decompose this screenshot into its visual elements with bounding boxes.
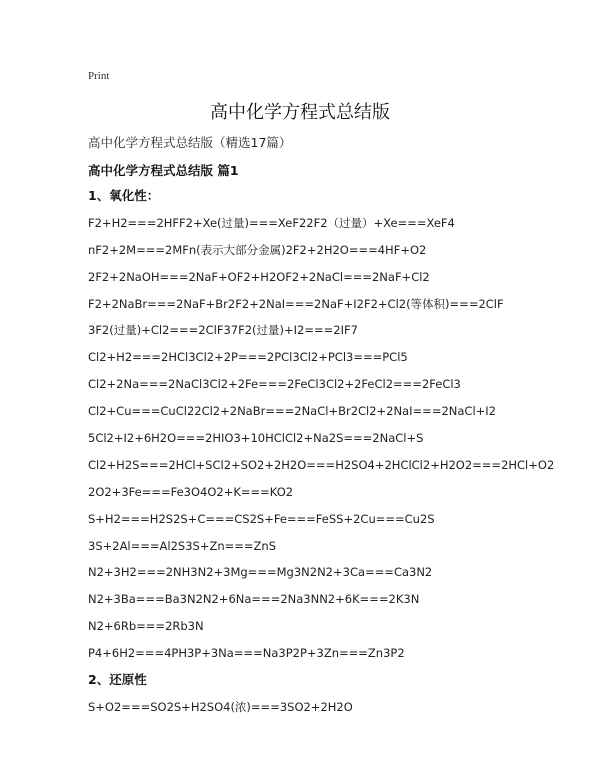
section-heading: 高中化学方程式总结版 篇1 bbox=[88, 163, 239, 178]
subsection-heading: 2、还原性 bbox=[88, 672, 147, 688]
equation-line: 3S+2Al===Al2S3S+Zn===ZnS bbox=[88, 538, 277, 553]
equation-line: Cl2+Cu===CuCl22Cl2+2NaBr===2NaCl+Br2Cl2+2NaI===2NaCl+I2 bbox=[88, 404, 496, 419]
equation-line: S+H2===H2S2S+C===CS2S+Fe===FeSS+2Cu===Cu2S bbox=[88, 511, 435, 526]
equation-line: Cl2+2Na===2NaCl3Cl2+2Fe===2FeCl3Cl2+2FeCl2===2FeCl3 bbox=[88, 377, 461, 392]
equation-line: N2+6Rb===2Rb3N bbox=[88, 619, 204, 634]
print-label: Print bbox=[88, 70, 110, 82]
equation-line: Cl2+H2S===2HCl+SCl2+SO2+2H2O===H2SO4+2HClCl2+H2O2===2HCl+O2 bbox=[88, 457, 555, 472]
equation-line: F2+H2===2HFF2+Xe(过量)===XeF22F2（过量）+Xe===XeF4 bbox=[88, 215, 455, 230]
equation-line: 2F2+2NaOH===2NaF+OF2+H2OF2+2NaCl===2NaF+Cl2 bbox=[88, 269, 430, 284]
equation-line: Cl2+H2===2HCl3Cl2+2P===2PCl3Cl2+PCl3===PCl5 bbox=[88, 350, 408, 365]
equation-line: N2+3H2===2NH3N2+3Mg===Mg3N2N2+3Ca===Ca3N2 bbox=[88, 565, 433, 580]
equation-list bbox=[88, 186, 588, 724]
equation-line: 5Cl2+I2+6H2O===2HIO3+10HClCl2+Na2S===2NaCl+S bbox=[88, 431, 424, 446]
equation-line: F2+2NaBr===2NaF+Br2F2+2NaI===2NaF+I2F2+Cl2(等体积)===2ClF bbox=[88, 296, 504, 311]
document-subtitle: 高中化学方程式总结版（精选17篇） bbox=[88, 135, 292, 150]
equation-line: P4+6H2===4PH3P+3Na===Na3P2P+3Zn===Zn3P2 bbox=[88, 646, 405, 661]
subsection-heading: 1、氧化性： bbox=[88, 188, 160, 203]
equation-line: 2O2+3Fe===Fe3O4O2+K===KO2 bbox=[88, 484, 294, 499]
page-title: 高中化学方程式总结版 bbox=[210, 102, 390, 123]
equation-line: 3F2(过量)+Cl2===2ClF37F2(过量)+I2===2IF7 bbox=[88, 323, 358, 338]
equation-line: nF2+2M===2MFn(表示大部分金属)2F2+2H2O===4HF+O2 bbox=[88, 242, 427, 257]
equation-line: S+O2===SO2S+H2SO4(浓)===3SO2+2H2O bbox=[88, 699, 353, 714]
equation-line: N2+3Ba===Ba3N2N2+6Na===2Na3NN2+6K===2K3N bbox=[88, 592, 420, 607]
